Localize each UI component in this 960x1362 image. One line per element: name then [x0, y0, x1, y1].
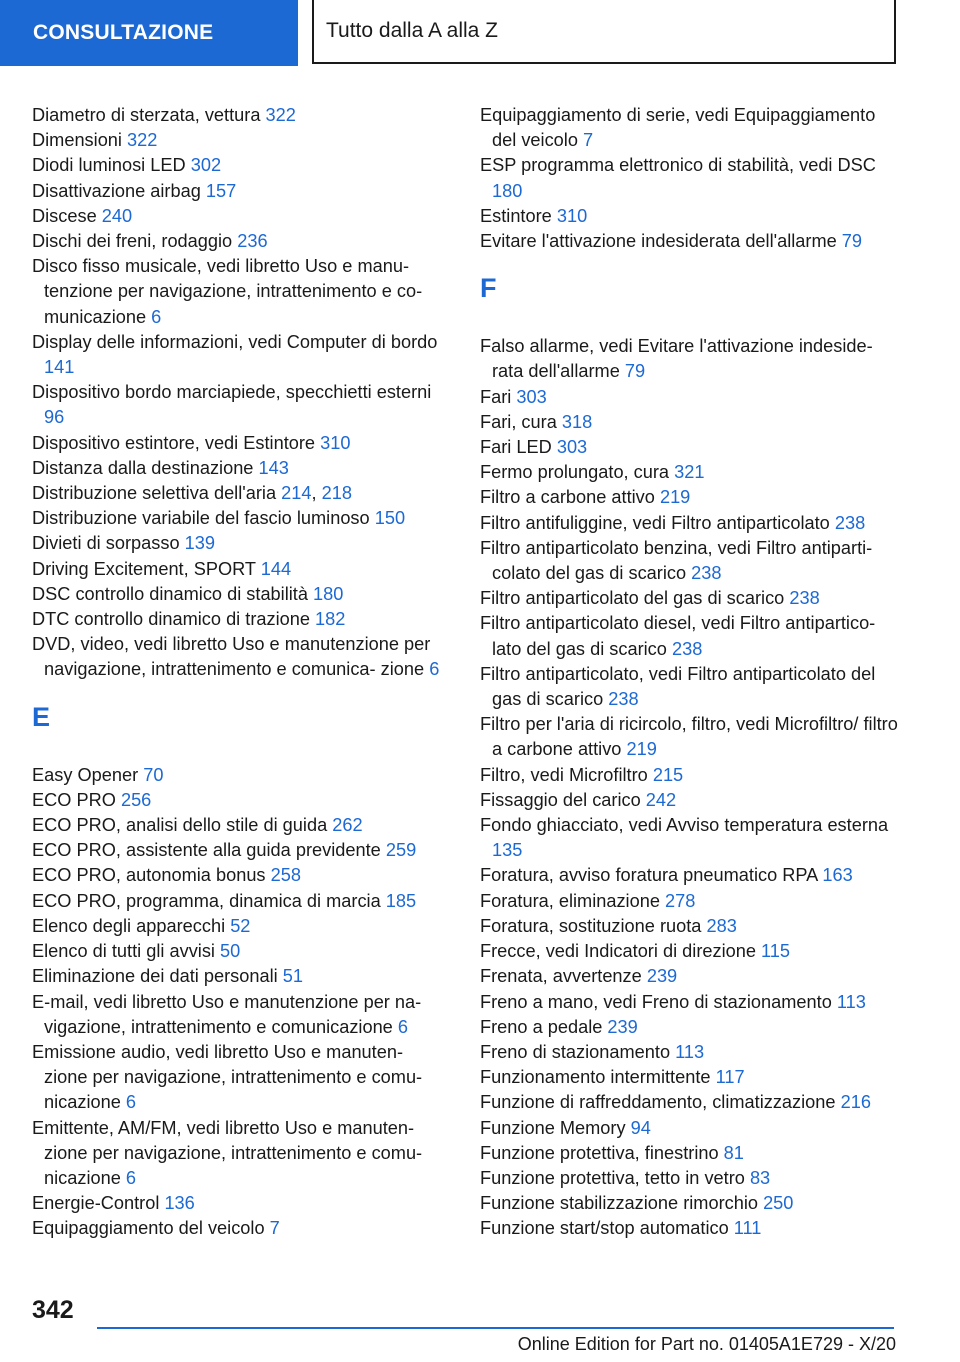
index-entry-term: Equipaggiamento del veicolo	[32, 1218, 265, 1239]
index-entry-term: Elenco degli apparecchi	[32, 915, 226, 936]
page-reference-link[interactable]: 143	[258, 457, 289, 478]
index-entry-term: E-mail, vedi libretto Uso e manutenzione per na‐ vigazione, intrattenimento e comunicazione	[32, 991, 422, 1037]
index-entry-term: Filtro, vedi Microfiltro	[480, 764, 648, 785]
index-entry-term: Diodi luminosi LED	[32, 155, 186, 176]
index-entry	[32, 1216, 450, 1241]
index-entry	[32, 229, 450, 254]
page-reference-link[interactable]: 322	[127, 130, 158, 151]
index-entry	[32, 380, 450, 430]
page-reference-link[interactable]: 318	[561, 411, 593, 432]
index-entry-term: Estintore	[480, 205, 552, 226]
page-reference-link[interactable]: 70	[143, 764, 164, 785]
index-entry	[32, 990, 450, 1040]
index-entry-term: Funzionamento intermittente	[480, 1067, 711, 1088]
index-entry-term: ECO PRO, autonomia bonus	[32, 865, 266, 886]
index-column-left	[32, 103, 450, 1242]
index-entry	[480, 103, 898, 153]
index-entry-term: Display delle informazioni, vedi Computer di bordo	[32, 331, 438, 352]
index-entry	[32, 964, 450, 989]
index-entry-term: ECO PRO, programma, dinamica di marcia	[32, 890, 381, 911]
index-entry-term: Funzione stabilizzazione rimorchio	[480, 1193, 758, 1214]
index-entry-term: DSC controllo dinamico di stabilità	[32, 583, 308, 604]
page-reference-link[interactable]: 182	[315, 609, 346, 630]
index-entry	[480, 204, 898, 229]
index-entry	[480, 153, 898, 203]
index-entry	[480, 1065, 898, 1090]
index-entry-term: Dispositivo estintore, vedi Estintore	[32, 432, 316, 453]
index-entry-term: ESP programma elettronico di stabilità, vedi DSC	[480, 155, 876, 176]
index-entry	[480, 1216, 898, 1241]
index-entry-term: Filtro antiparticolato benzina, vedi Filtro antiparti‐ colato del gas di scarico	[480, 537, 873, 584]
index-entry-term: Filtro antiparticolato del gas di scarico	[480, 588, 785, 609]
page-reference-link[interactable]: 7	[583, 130, 594, 151]
index-entry-term: Discese	[32, 205, 97, 226]
page-reference-link[interactable]: 278	[665, 890, 696, 911]
index-entry-term: Filtro antifuliggine, vedi Filtro antiparticolato	[480, 512, 830, 533]
index-entry	[32, 456, 450, 481]
index-entry-term: Dimensioni	[32, 130, 122, 151]
index-entry	[32, 179, 450, 204]
index-entry	[32, 1191, 450, 1216]
footer-edition: Online Edition for Part no. 01405A1E729 - X/20	[517, 1334, 896, 1354]
index-entry	[32, 914, 450, 939]
page-reference-link[interactable]: 240	[101, 205, 133, 226]
index-entry-term: Freno a mano, vedi Freno di stazionamento	[480, 991, 832, 1012]
index-entry-term: Emissione audio, vedi libretto Uso e manuten‐ zione per navigazione, intrattenimento e comu‐ nicazione	[32, 1041, 423, 1113]
index-entry-term: DVD, video, vedi libretto Uso e manutenzione per navigazione, intrattenimento e comunica‐ zione	[32, 634, 431, 680]
index-entry	[480, 586, 898, 611]
page-number: 342	[32, 1296, 74, 1324]
page-reference-link[interactable]: 81	[723, 1142, 744, 1163]
index-entry	[480, 1040, 898, 1065]
index-entry-term: Funzione protettiva, tetto in vetro	[480, 1167, 745, 1188]
page-reference-link[interactable]: 6	[429, 659, 440, 680]
index-entry-term: Energie-Control	[32, 1193, 160, 1214]
page-reference-link[interactable]: 238	[691, 563, 722, 584]
index-entry	[480, 229, 898, 254]
page-reference-link[interactable]: 219	[659, 487, 691, 508]
page-reference-link[interactable]: 79	[624, 361, 646, 382]
index-entry	[480, 1141, 898, 1166]
index-entry	[32, 128, 450, 153]
index-entry	[32, 632, 450, 682]
index-entry	[480, 788, 898, 813]
index-entry-term: Fissaggio del carico	[480, 789, 641, 810]
page-header	[0, 0, 960, 66]
index-entry-term: Falso allarme, vedi Evitare l'attivazione indeside‐ rata dell'allarme	[480, 336, 873, 382]
index-entry	[32, 607, 450, 632]
page-reference-link[interactable]: 219	[626, 739, 657, 760]
index-entry	[32, 431, 450, 456]
page-reference-link[interactable]: 321	[674, 462, 705, 483]
index-entry	[480, 435, 898, 460]
index-entry	[32, 763, 450, 788]
index-entry	[32, 254, 450, 330]
index-entry-term: DTC controllo dinamico di trazione	[32, 609, 310, 630]
page-reference-link[interactable]: 136	[164, 1193, 195, 1214]
index-entry-term: Driving Excitement, SPORT	[32, 558, 256, 579]
page-reference-link[interactable]: 115	[761, 941, 791, 962]
page-reference-link[interactable]: 150	[374, 508, 406, 529]
page-reference-link[interactable]: 262	[332, 815, 363, 836]
page-reference-link[interactable]: 239	[607, 1016, 638, 1037]
index-column-right	[480, 103, 898, 1242]
page-reference-link[interactable]: 6	[125, 1092, 137, 1113]
section-tab: CONSULTAZIONE	[0, 0, 298, 66]
page-reference-link[interactable]: 52	[230, 915, 251, 936]
page-reference-link[interactable]: 238	[834, 512, 866, 533]
index-entry	[32, 863, 450, 888]
page-reference-link[interactable]: 96	[44, 407, 65, 428]
page-reference-link[interactable]: 180	[313, 583, 344, 604]
page-reference-link[interactable]: 250	[763, 1193, 794, 1214]
index-entry: Distribuzione selettiva dell'aria 214, 218	[32, 483, 352, 504]
page-reference-link[interactable]: 50	[220, 941, 241, 962]
page-reference-link[interactable]: 139	[184, 533, 215, 554]
page-reference-link[interactable]: 238	[789, 588, 820, 609]
index-entry-term: Freno a pedale	[480, 1016, 603, 1037]
index-entry	[480, 712, 898, 762]
index-entry-term: Dischi dei freni, rodaggio	[32, 231, 233, 252]
footer-divider	[97, 1327, 894, 1329]
index-entry	[480, 485, 898, 510]
index-entry-term: Fondo ghiacciato, vedi Avviso temperatura esterna	[480, 815, 889, 836]
index-entry-term: Filtro antiparticolato, vedi Filtro antiparticolato del gas di scarico	[480, 663, 876, 710]
index-entry-term: Foratura, sostituzione ruota	[480, 915, 702, 936]
index-entry-term: Funzione protettiva, finestrino	[480, 1142, 719, 1163]
index-entry-term: Emittente, AM/FM, vedi libretto Uso e manuten‐ zione per navigazione, intrattenimento e comu‐ nicazione	[32, 1117, 423, 1188]
index-entry	[32, 330, 450, 380]
index-entry-term: Freno di stazionamento	[480, 1041, 671, 1062]
index-entry-term: Foratura, avviso foratura pneumatico RPA	[480, 865, 818, 886]
index-entry-term: Funzione start/stop automatico	[480, 1218, 729, 1239]
index-entry-term: Funzione Memory	[480, 1117, 626, 1138]
page-reference-link[interactable]: 111	[733, 1218, 762, 1239]
index-entry	[480, 863, 898, 888]
index-entry	[480, 1116, 898, 1141]
index-entry-term: ECO PRO	[32, 789, 116, 810]
index-entry	[480, 611, 898, 661]
index-entry	[480, 813, 898, 863]
index-entry	[480, 1015, 898, 1040]
page-reference-link[interactable]: 303	[516, 386, 547, 407]
page-reference-link[interactable]: 236	[237, 231, 268, 252]
page-reference-link[interactable]: 7	[269, 1218, 280, 1239]
page-reference-link[interactable]: 163	[822, 865, 853, 886]
index-entry-term: Frecce, vedi Indicatori di direzione	[480, 941, 756, 962]
page-reference-link[interactable]: 302	[190, 155, 222, 176]
page-reference-link[interactable]: 216	[840, 1092, 871, 1113]
index-entry-term: Distribuzione variabile del fascio luminoso	[32, 508, 370, 529]
index-entry	[32, 1116, 450, 1192]
page-reference-link[interactable]: 117	[715, 1067, 745, 1088]
index-entry-term: ECO PRO, assistente alla guida previdente	[32, 840, 381, 861]
index-entry	[32, 506, 450, 531]
index-entry	[480, 662, 898, 712]
index-entry-term: Fari, cura	[480, 411, 557, 432]
index-entry	[32, 531, 450, 556]
page-reference-link[interactable]: 322	[265, 105, 296, 125]
page-title: Tutto dalla A alla Z	[312, 0, 896, 64]
index-entry-term: Divieti di sorpasso	[32, 533, 180, 554]
index-entry	[32, 838, 450, 863]
index-entry-term: Funzione di raffreddamento, climatizzazione	[480, 1092, 836, 1113]
index-entry	[32, 788, 450, 813]
index-entry-term: Dispositivo bordo marciapiede, specchietti esterni	[32, 382, 432, 403]
page-reference-link[interactable]: 310	[320, 432, 351, 453]
index-entry	[480, 964, 898, 989]
page-reference-link[interactable]: 283	[706, 915, 737, 936]
index-entry-term: Disco fisso musicale, vedi libretto Uso e manu‐ tenzione per navigazione, intrattenimento e co‐ municazione	[32, 256, 423, 327]
page-reference-link[interactable]: 113	[836, 991, 866, 1012]
page-reference-link[interactable]: 185	[385, 890, 417, 911]
page-reference-link[interactable]: 94	[630, 1117, 651, 1138]
index-entry	[480, 410, 898, 435]
page-reference-link[interactable]: 303	[556, 437, 588, 458]
page-reference-link[interactable]: 180	[492, 180, 523, 201]
index-entry-term: Fermo prolungato, cura	[480, 462, 670, 483]
index-entry	[32, 204, 450, 229]
page-reference-link[interactable]: 310	[556, 205, 588, 226]
page-reference-link[interactable]: 6	[151, 306, 162, 327]
index-entry	[32, 1040, 450, 1116]
index-entry	[480, 990, 898, 1015]
index-entry-term: Diametro di sterzata, vettura	[32, 105, 261, 125]
index-entry-term: Disattivazione airbag	[32, 180, 201, 201]
page-reference-link[interactable]: 51	[282, 966, 303, 987]
page-reference-link[interactable]: 113	[675, 1041, 705, 1062]
index-entry-term: Evitare l'attivazione indesiderata dell'allarme	[480, 231, 837, 252]
page-reference-link[interactable]: 215	[652, 764, 684, 785]
page-reference-link[interactable]: 239	[646, 966, 678, 987]
index-entry-term: Eliminazione dei dati personali	[32, 966, 278, 987]
index-entry	[32, 103, 450, 128]
page-reference-link[interactable]: 258	[270, 865, 301, 886]
index-entry-term: Fari	[480, 386, 512, 407]
page-reference-link[interactable]: 6	[125, 1167, 137, 1188]
index-entry	[480, 889, 898, 914]
page-reference-link[interactable]: 238	[608, 689, 639, 710]
page-reference-link[interactable]: 83	[749, 1167, 771, 1188]
index-entry	[480, 1090, 898, 1115]
index-entry	[480, 334, 898, 384]
index-entry	[32, 813, 450, 838]
page-reference-link[interactable]: 141	[44, 357, 75, 378]
index-entry	[480, 460, 898, 485]
index-entry	[480, 511, 898, 536]
index-entry-term: Distribuzione selettiva dell'aria	[32, 483, 277, 504]
index-entry	[480, 1191, 898, 1216]
index-entry-term: Elenco di tutti gli avvisi	[32, 941, 215, 962]
page-reference-link[interactable]: 79	[841, 231, 863, 252]
index-entry-term: Filtro antiparticolato diesel, vedi Filtro antipartico‐ lato del gas di scarico	[480, 613, 876, 659]
page-reference-link[interactable]: 157	[205, 180, 237, 201]
index-entry	[480, 536, 898, 586]
page-reference-link[interactable]: 214	[281, 483, 312, 504]
index-letter-heading: F	[480, 273, 497, 304]
page-reference-link[interactable]: 256	[120, 789, 152, 810]
index-entry-term: Fari LED	[480, 437, 552, 458]
index-entry	[480, 914, 898, 939]
index-entry	[32, 153, 450, 178]
page-reference-link[interactable]: 6	[397, 1016, 408, 1037]
index-entry-term: Frenata, avvertenze	[480, 966, 642, 987]
index-entry	[32, 889, 450, 914]
index-entry-term: Distanza dalla destinazione	[32, 457, 254, 478]
index-entry-term: Equipaggiamento di serie, vedi Equipaggiamento del veicolo	[480, 105, 876, 151]
index-entry	[480, 385, 898, 410]
page-reference-link[interactable]: 259	[385, 840, 417, 861]
index-entry	[480, 763, 898, 788]
index-entry	[480, 939, 898, 964]
page-reference-link[interactable]: 238	[671, 638, 703, 659]
index-entry-term: Filtro per l'aria di ricircolo, filtro, vedi Microfiltro/ filtro a carbone attivo	[480, 714, 898, 760]
page-reference-link[interactable]: 135	[492, 840, 523, 861]
index-entry	[32, 939, 450, 964]
index-entry-term: Easy Opener	[32, 764, 139, 785]
page-reference-link[interactable]: 218	[321, 483, 352, 504]
index-entry-term: ECO PRO, analisi dello stile di guida	[32, 815, 328, 836]
index-letter-heading: E	[32, 701, 51, 732]
index-entry	[32, 582, 450, 607]
index-entry-term: Filtro a carbone attivo	[480, 487, 655, 508]
index-entry	[480, 1166, 898, 1191]
index-entry	[32, 557, 450, 582]
page-reference-link[interactable]: 242	[645, 789, 677, 810]
page-reference-link[interactable]: 144	[260, 558, 292, 579]
index-entry-term: Foratura, eliminazione	[480, 890, 660, 911]
